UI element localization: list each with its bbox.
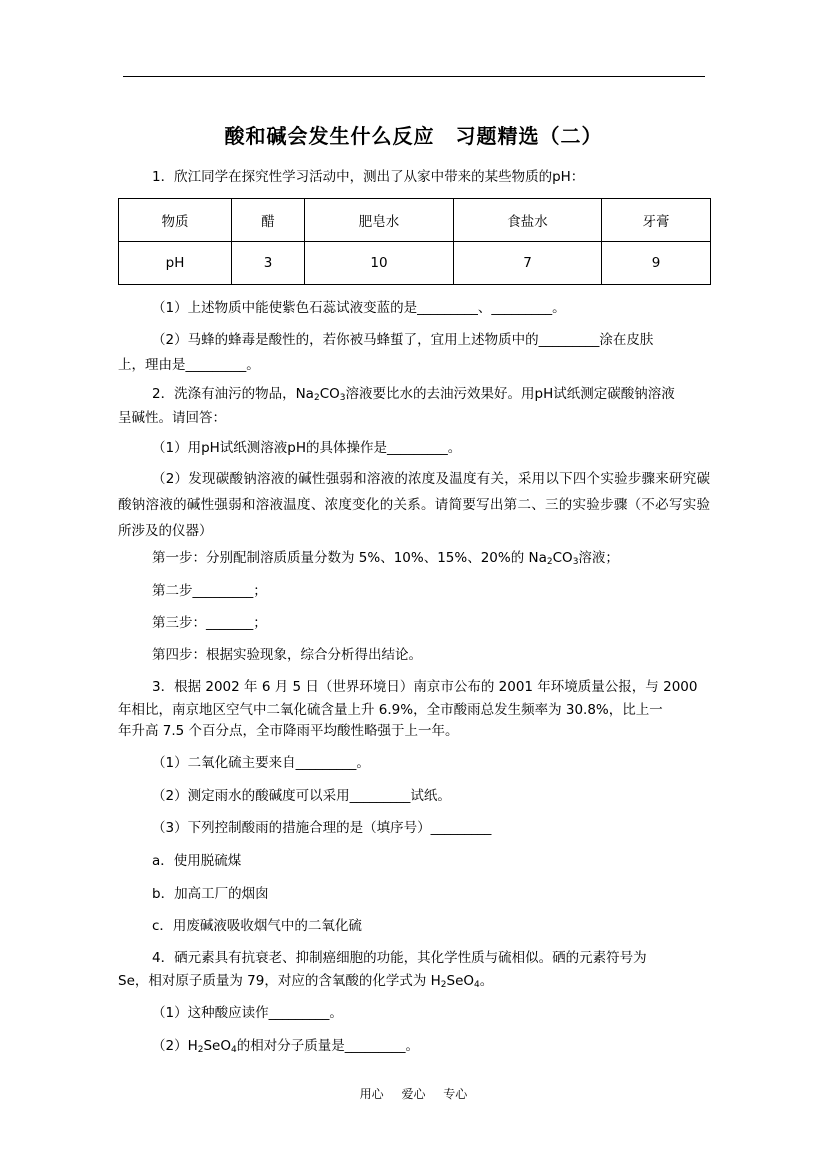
header-rule [123,76,705,77]
q3-option-b: b．加高工厂的烟囱 [152,886,269,902]
q2-intro-line1 [118,384,710,404]
table-header-cell: 肥皂水 [305,199,454,242]
q2-step4: 第四步：根据实验现象，综合分析得出结论。 [152,647,422,663]
q1-part1: （1）上述物质中能使紫色石蕊试液变蓝的是_________、_________。 [152,300,566,316]
subscript: 3 [572,557,579,567]
table-header-row [119,199,711,242]
text-run: SeO [203,1038,231,1054]
q2-step2: 第二步_________； [152,583,267,599]
table-cell: 9 [602,242,711,285]
text-run: Se，相对原子质量为 79，对应的含氧酸的化学式为 H [118,973,441,989]
text-run: 的相对分子质量是_________。 [236,1038,419,1054]
q4-intro-line1: 4．硒元素具有抗衰老、抑制癌细胞的功能，其化学性质与硫相似。硒的元素符号为 [152,950,647,966]
text-run: CO [552,550,573,566]
subscript: 2 [546,557,553,567]
table-cell: 10 [305,242,454,285]
text-run: 。 [479,973,494,989]
q3-option-c: c．用废碱液吸收烟气中的二氧化硫 [152,918,362,934]
q3-option-a: a．使用脱硫煤 [152,853,242,869]
text-run: SeO [446,973,475,989]
q2-step1 [118,548,710,568]
table-header-cell: 物质 [119,199,232,242]
subscript: 4 [474,980,480,990]
table-header-cell: 醋 [232,199,305,242]
table-cell: 7 [454,242,602,285]
page-title: 酸和碱会发生什么反应 习题精选（二） [224,124,603,148]
subscript: 3 [339,393,346,403]
subscript: 2 [313,393,320,403]
table-header-cell: 牙膏 [602,199,711,242]
table-cell: pH [119,242,232,285]
q3-part1: （1）二氧化硫主要来自_________。 [152,755,370,771]
q4-part1: （1）这种酸应读作_________。 [152,1005,343,1021]
q3-part3: （3）下列控制酸雨的措施合理的是（填序号）_________ [152,820,492,836]
subscript: 2 [440,980,447,990]
table-cell: 3 [232,242,305,285]
q4-part2 [118,1036,710,1056]
page-footer: 用心 爱心 专心 [359,1087,468,1101]
q2-intro-line2: 呈碱性。请回答： [118,410,226,426]
text-run: CO [319,386,340,402]
q1-part2-line2: 上，理由是_________。 [118,357,260,373]
q3-intro-line3: 年升高 7.5 个百分点，全市降雨平均酸性略强于上一年。 [118,723,459,739]
text-run: 2．洗涤有油污的物品，Na [152,386,314,402]
text-run: 溶液要比水的去油污效果好。用pH试纸测定碳酸钠溶液 [345,386,675,402]
table-header-cell: 食盐水 [454,199,602,242]
q3-intro-line2: 年相比，南京地区空气中二氧化硫含量上升 6.9%，全市酸雨总发生频率为 30.8%，比上一 [118,702,663,718]
q4-intro-line2 [118,971,710,991]
q3-intro-line1: 3．根据 2002 年 6 月 5 日（世界环境日）南京市公布的 2001 年环境质量公报，与 2000 [152,679,698,695]
text-run: 溶液； [578,550,619,566]
q1-intro: 1．欣江同学在探究性学习活动中，测出了从家中带来的某些物质的pH： [152,169,585,185]
q3-part2: （2）测定雨水的酸碱度可以采用_________试纸。 [152,788,451,804]
text-run: （2）H [152,1038,198,1054]
text-run: 第一步：分别配制溶质质量分数为 5%、10%、15%、20%的 Na [152,550,547,566]
q2-part1: （1）用pH试纸测溶液pH的具体操作是_________。 [152,440,462,456]
ph-table [118,198,711,285]
subscript: 4 [231,1045,237,1055]
q2-step3: 第三步：_______； [152,615,267,631]
table-row [119,242,711,285]
q2-part2: （2）发现碳酸钠溶液的碱性强弱和溶液的浓度及温度有关，采用以下四个实验步骤来研究碳酸钠溶液的碱性强弱和溶液温度、浓度变化的关系。请简要写出第二、三的实验步骤（不必写实验所涉及的仪器） [118,471,710,539]
subscript: 2 [197,1045,204,1055]
q1-part2-line1: （2）马蜂的蜂毒是酸性的，若你被马蜂蜇了，宜用上述物质中的_________涂在皮肤 [152,332,654,348]
